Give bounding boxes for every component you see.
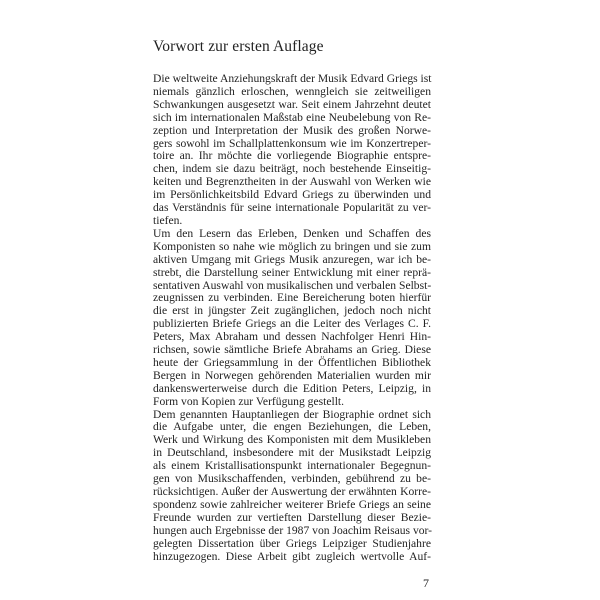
text-line: keiten und Begrenztheiten in der Auswahl von Werken wie	[153, 175, 431, 189]
text-line: im Persönlichkeitsbild Edvard Griegs zu überwinden und	[153, 188, 431, 202]
page-title: Vorwort zur ersten Auflage	[153, 38, 324, 55]
paragraph	[153, 228, 431, 409]
text-line: strebt, die Darstellung seiner Entwicklung mit einer reprä-	[153, 265, 431, 279]
text-line: gelegten Dissertation über Griegs Leipziger Studienjahre	[153, 536, 431, 550]
text-line: Komponisten so nahe wie möglich zu bringen und sie zum	[153, 239, 431, 253]
text-line: Dem genannten Hauptanliegen der Biographie ordnet sich	[153, 407, 431, 421]
text-line: chen, indem sie dazu beiträgt, noch bestehende Einseitig-	[153, 162, 431, 176]
text-line: Bergen in Norwegen gehörenden Materialien wurden mir	[153, 368, 431, 382]
text-line: toire an. Ihr möchte die vorliegende Biographie entspre-	[153, 149, 431, 163]
text-line: zeption und Interpretation der Musik des großen Norwe-	[153, 123, 431, 137]
text-line: zeugnissen zu verbinden. Eine Bereicherung boten hierfür	[153, 291, 431, 305]
paragraph	[153, 409, 431, 564]
text-line: aktiven Umgang mit Griegs Musik anzuregen, war ich be-	[153, 252, 431, 266]
text-line: richsen, sowie sämtliche Briefe Abrahams an Grieg. Diese	[153, 343, 431, 357]
text-line: sentativen Auswahl von musikalischen und verbalen Selbst-	[153, 278, 432, 292]
text-line: Peters, Max Abraham und dessen Nachfolger Henri Hin-	[153, 330, 431, 344]
text-line: gen von Musikschaffenden, verbinden, gebührend zu be-	[153, 472, 431, 486]
text-line: hungen auch Ergebnisse der 1987 von Joachim Reisaus vor-	[153, 523, 433, 537]
text-line: tiefen.	[153, 213, 183, 227]
text-line: Die weltweite Anziehungskraft der Musik Edvard Griegs ist	[153, 72, 432, 85]
text-line: gers sowohl im Schallplattenkonsum wie im Konzertreper-	[153, 136, 431, 150]
text-line: Freunde wurden zur vertieften Darstellung dieser Bezie-	[153, 510, 431, 524]
paragraph	[153, 73, 431, 228]
text-line: das Verständnis für seine internationale Popularität zu ver-	[153, 201, 431, 215]
body-text	[153, 73, 431, 563]
text-line: als einem Kristallisationspunkt internationaler Begegnun-	[153, 459, 431, 473]
text-line: die Aufgabe unter, die engen Beziehungen, die Leben,	[153, 420, 431, 434]
text-line: Werk und Wirkung des Komponisten mit dem Musikleben	[153, 433, 431, 447]
text-line: Um den Lesern das Erleben, Denken und Schaffen des	[153, 226, 431, 240]
text-line: hinzugezogen. Diese Arbeit gibt zugleich wertvolle Auf-	[153, 549, 431, 563]
page-number: 7	[423, 576, 429, 590]
text-line: publizierten Briefe Griegs an die Leiter des Verlages C. F.	[153, 317, 431, 331]
text-line: dankenswerterweise durch die Edition Peters, Leipzig, in	[153, 381, 431, 395]
text-line: sich im internationalen Maßstab eine Neubelebung von Re-	[153, 110, 431, 124]
text-line: niemals gänzlich erloschen, wenngleich sie zeitweiligen	[153, 84, 431, 98]
text-line: rücksichtigen. Außer der Auswertung der erwähnten Korre-	[153, 485, 431, 498]
text-line: heute der Griegsammlung in der Öffentlichen Bibliothek	[153, 355, 431, 369]
text-line: in Deutschland, insbesondere mit der Musikstadt Leipzig	[153, 446, 431, 460]
text-line: Schwankungen ausgesetzt war. Seit einem Jahrzehnt deutet	[153, 97, 431, 111]
text-line: die erst in jüngster Zeit zugänglichen, jedoch noch nicht	[153, 304, 431, 318]
text-line: spondenz sowie zahlreicher weiterer Briefe Griegs an seine	[153, 497, 431, 511]
text-line: Form von Kopien zur Verfügung gestellt.	[153, 394, 345, 408]
